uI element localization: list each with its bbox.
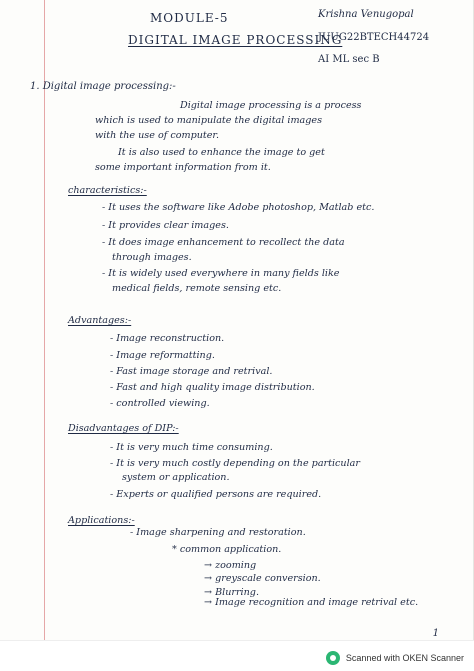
characteristics-line: - It does image enhancement to recollect the data — [102, 237, 345, 248]
disadvantages-heading: Disadvantages of DIP:- — [68, 423, 179, 434]
subject-title: DIGITAL IMAGE PROCESSING — [128, 33, 343, 47]
applications-line: → Blurring. — [204, 587, 259, 598]
applications-heading: Applications:- — [68, 515, 135, 526]
characteristics-line: - It uses the software like Adobe photoshop, Matlab etc. — [102, 202, 375, 213]
intro-line: Digital image processing is a process — [180, 100, 362, 111]
advantages-line: - Image reformatting. — [110, 350, 215, 361]
advantages-heading: Advantages:- — [68, 315, 132, 326]
student-class: AI ML sec B — [318, 54, 380, 65]
margin-line — [44, 0, 45, 640]
intro-line: with the use of computer. — [95, 130, 220, 141]
intro-line: which is used to manipulate the digital images — [95, 115, 323, 126]
scanner-watermark — [326, 651, 464, 665]
intro-line: It is also used to enhance the image to get — [118, 147, 325, 158]
characteristics-line: - It provides clear images. — [102, 220, 229, 231]
page-number: 1 — [432, 628, 439, 639]
advantages-line: - controlled viewing. — [110, 398, 210, 409]
intro-heading: 1. Digital image processing:- — [30, 81, 176, 92]
characteristics-line: through images. — [112, 252, 192, 263]
oken-scanner-logo-icon — [326, 651, 340, 665]
disadvantages-line: - It is very much time consuming. — [110, 442, 273, 453]
applications-line: → zooming — [204, 560, 257, 571]
student-name: Krishna Venugopal — [318, 9, 414, 20]
student-id: JUUG22BTECH44724 — [318, 32, 430, 43]
characteristics-heading: characteristics:- — [68, 185, 147, 196]
characteristics-line: medical fields, remote sensing etc. — [112, 283, 282, 294]
module-title: MODULE-5 — [150, 11, 229, 25]
disadvantages-line: system or application. — [122, 472, 230, 483]
advantages-line: - Fast and high quality image distribution. — [110, 382, 315, 393]
disadvantages-line: - Experts or qualified persons are required. — [110, 489, 322, 500]
disadvantages-line: - It is very much costly depending on the particular — [110, 458, 360, 469]
intro-line: some important information from it. — [95, 162, 271, 173]
applications-line: → greyscale conversion. — [204, 573, 321, 584]
applications-line: → Image recognition and image retrival etc. — [204, 597, 419, 608]
scanner-footer — [0, 640, 474, 671]
characteristics-line: - It is widely used everywhere in many fields like — [102, 268, 340, 279]
applications-line: - Image sharpening and restoration. — [130, 527, 306, 538]
advantages-line: - Image reconstruction. — [110, 333, 225, 344]
applications-line: * common application. — [172, 544, 282, 555]
advantages-line: - Fast image storage and retrival. — [110, 366, 273, 377]
scanner-label: Scanned with OKEN Scanner — [345, 653, 464, 663]
